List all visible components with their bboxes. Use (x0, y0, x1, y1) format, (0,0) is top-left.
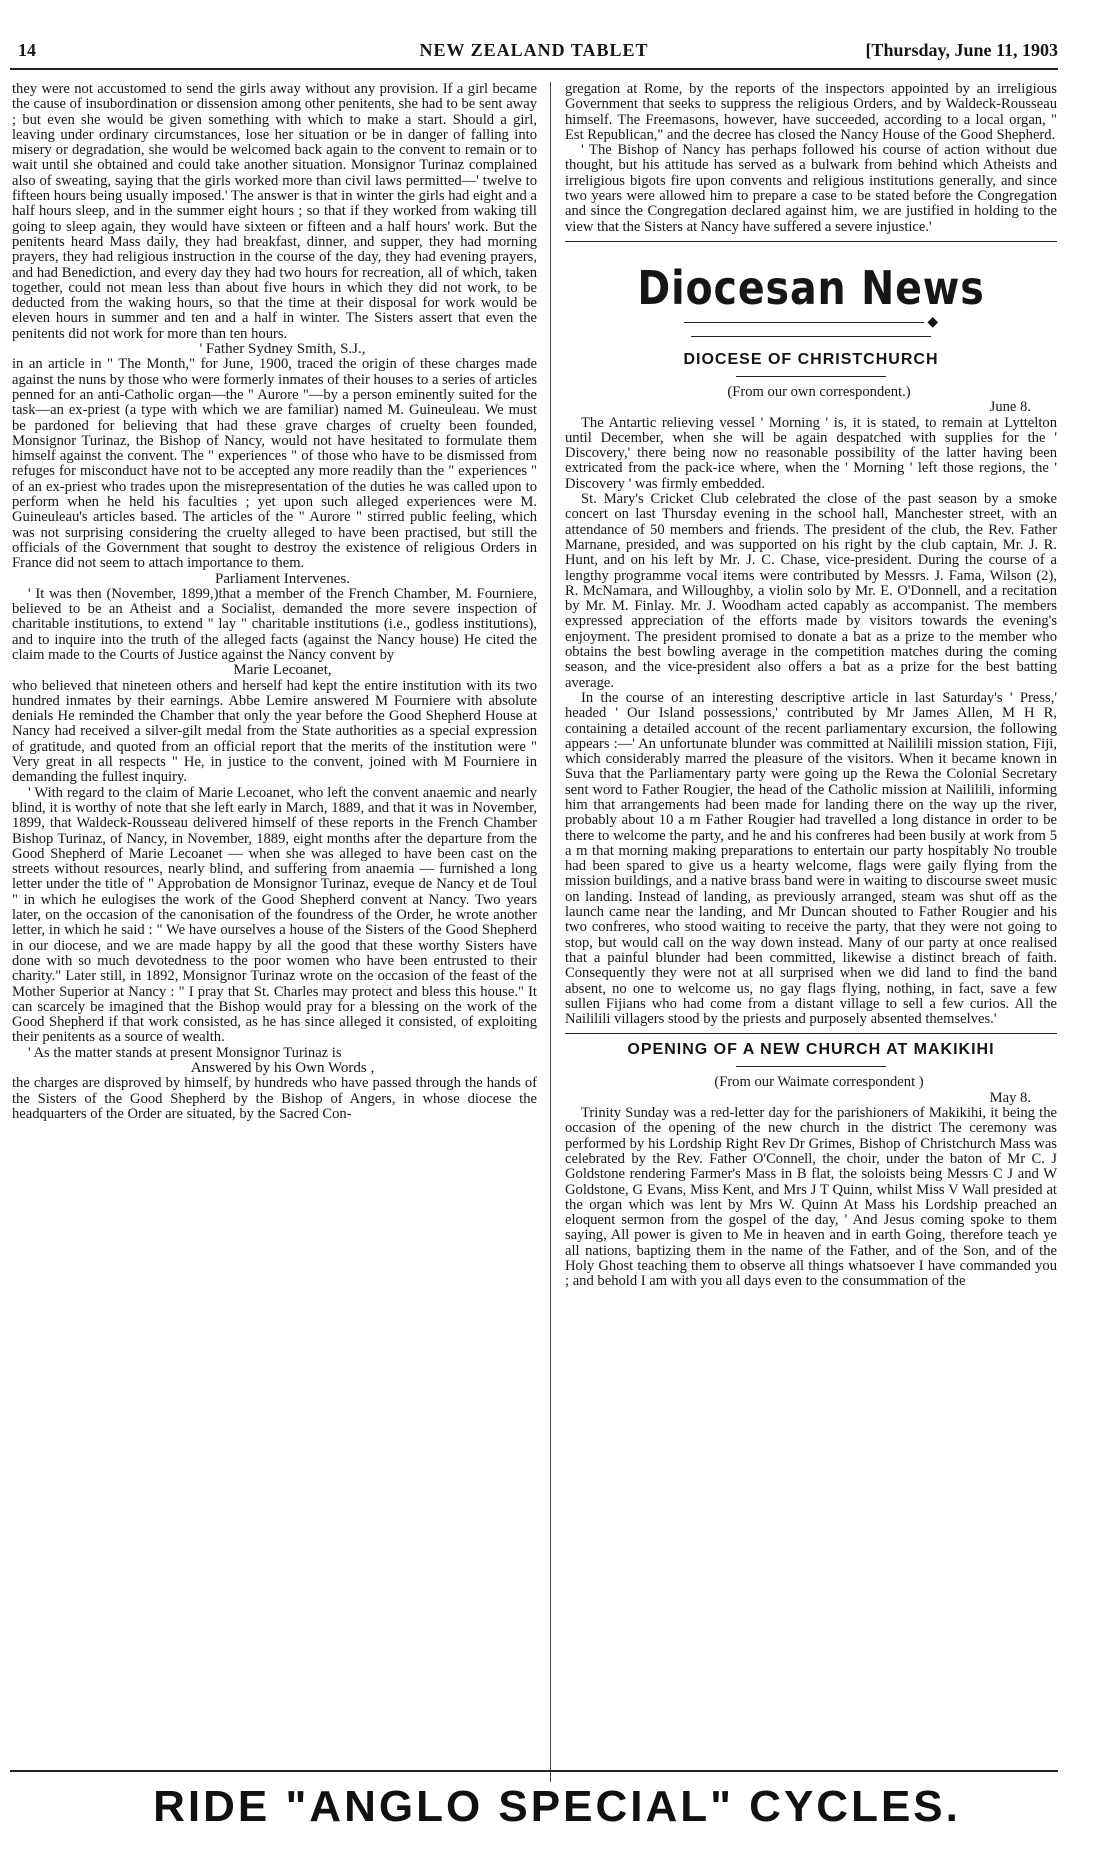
section-heading: DIOCESE OF CHRISTCHURCH (683, 350, 939, 368)
footer-rule (10, 1770, 1058, 1772)
page-number: 14 (18, 40, 36, 60)
section-rule (565, 1033, 1057, 1034)
correspondent-line: (From our Waimate correspondent ) (714, 1074, 924, 1091)
article-paragraph: St. Mary's Cricket Club celebrated the close of the past season by a smoke concert on last Thursday evening in the school hall, Manchester street, with an attendance of 50 members and friends. The president of the club, the Rev. Father Marnane, presided, and was supported on his right by the club captain, Mr. J. R. Hunt, and on his left by Mr. J. C. Chase, vice-president. During the course of a lengthy programme vocal items were contributed by Messrs. J. Fama, Wilson (2), R. McNamara, and Willoughby, a violin solo by Mr. E. O'Donnell, and a recitation by Mr. M. Finlay. Mr. J. Woodham acted capably as accompanist. The members expressed appreciation of the efforts made by visitors towards the evening's enjoyment. The president promised to donate a bat as a prize to the member who obtains the best bowling average in the competition matches during the coming season, and the vice-president also offers a bat as a prize for the best batting average. (565, 491, 1057, 691)
column-divider (550, 82, 551, 1782)
subheading: Marie Lecoanet, (233, 662, 332, 679)
section-heading: OPENING OF A NEW CHURCH AT MAKIKIHI (627, 1041, 995, 1059)
header-rule (10, 68, 1058, 70)
left-column (12, 82, 537, 1762)
ornament-divider: ◆ (565, 316, 1057, 344)
article-paragraph: in an article in " The Month," for June, 1900, traced the origin of these charges made against the nuns by those who were formerly inmates of their houses to a series of articles penned for an anti-Catholic organ—the " Aurore "—by a person eminently suited for the task—an ex-priest (a type with which we are familiar) named M. Guineuleau. We must be pardoned for believing that had these grave charges of cruelty been founded, Monsignor Turinaz, the Bishop of Nancy, would not have hesitated to formulate them himself against the convent. The " experiences " of those who have to be dismissed from refuges for misconduct have not to be accepted any more readily than the " experiences " of an ex-priest who trades upon the misrepresentation of the duties he was called upon to perform when he held his faculties ; yet upon such alleged experiences were M. Guineuleau's articles based. The articles of the " Aurore " stirred public feeling, which was not surprising considering the cruelty alleged to have been practised, but still the officials of the Government that sought to destroy the existence of religious Orders in France did not seem to attach importance to them. (12, 356, 537, 572)
article-paragraph: The Antartic relieving vessel ' Morning ' is, it is stated, to remain at Lyttelton until December, when she will be again despatched with supplies for the ' Discovery,' there being now no reasonable possibility of the latter having been extricated from the pack-ice where, when the ' Morning ' left those regions, the ' Discovery ' was firmly embedded. (565, 414, 1057, 492)
diocesan-news-masthead: Diocesan News (637, 260, 985, 315)
article-paragraph: who believed that nineteen others and herself had kept the entire institution with its two hundred inmates by their earnings. Abbe Lemire answered M Fourniere with absolute denials He reminded the Chamber that only the year before the Good Shepherd House at Nancy had received a silver-gilt medal from the State authorities as a special expression of gratitude, and quoted from an official report that the merits of the institution were " Very great in all respects " He, in justice to the convent, joined with M Fourniere in demanding the fullest inquiry. (12, 677, 537, 786)
article-paragraph: ' It was then (November, 1899,)that a member of the French Chamber, M. Fourniere, believed to be an Atheist and a Socialist, demanded the more severe inspection of charitable institutions, to extend " lay " charitable institutions (i.e., godless institutions), and to inquire into the truth of the alleged facts (against the Nancy house) He cited the claim made to the Courts of Justice against the Nancy convent by (12, 585, 537, 663)
subheading: ' Father Sydney Smith, S.J., (199, 341, 366, 358)
issue-date: [Thursday, June 11, 1903 (865, 40, 1058, 60)
section-rule (565, 241, 1057, 242)
dateline: June 8. (989, 399, 1031, 416)
article-paragraph: ' The Bishop of Nancy has perhaps followed his course of action without due thought, but his attitude has served as a bulwark from behind which Atheists and irreligious bigots fire upon convents and religious institutions generally, and since two years were allowed him to prepare a case to be stated before the Congregation and since the Congregation declared against him, we are justified in holding to the view that the Sisters at Nancy have suffered a severe injustice.' (565, 142, 1057, 235)
article-paragraph: ' As the matter stands at present Monsignor Turinaz is (28, 1044, 342, 1061)
right-column (565, 82, 1057, 1762)
advertisement-banner: RIDE "ANGLO SPECIAL" CYCLES. (153, 1782, 961, 1831)
article-paragraph: gregation at Rome, by the reports of the inspectors appointed by an irreligious Government that seeks to suppress the religious Orders, and by Waldeck-Rousseau himself. The Freemasons, however, have succeeded, according to a local organ, " Est Republican," and the decree has closed the Nancy House of the Good Shepherd. (565, 82, 1057, 143)
subheading: Parliament Intervenes. (215, 570, 350, 587)
newspaper-title: NEW ZEALAND TABLET (419, 40, 649, 60)
article-paragraph: ' With regard to the claim of Marie Lecoanet, who left the convent anaemic and nearly blind, it is worthy of note that she left early in March, 1889, and that it was in November, 1899, that Waldeck-Rousseau delivered himself of these reports in the French Chamber Bishop Turinaz, of Nancy, in November, 1889, eight months after the departure from the Good Shepherd of Marie Lecoanet — when she was alleged to have been cast on the streets without resources, nearly blind, and suffering from anaemia — furnished a long letter under the title of " Approbation de Monsignor Turinaz, eveque de Nancy et de Toul " in which he eulogises the work of the Good Shepherd convent at Nancy. Two years later, on the occasion of the canonisation of the foundress of the Order, he wrote another letter, in which he said : " We have ourselves a house of the Sisters of the Good Shepherd in our diocese, and we are made happy by all the good that these worthy Sisters have done with so much devotedness to the poor women who have been entrusted to their charity." Later still, in 1892, Monsignor Turinaz wrote on the occasion of the feast of the Mother Superior at Nancy : " I pray that St. Charles may protect and bless this house." It can scarcely be imagined that the Bishop would pray for a blessing on the work of the Good Shepherd if that work consisted, as he has since alleged it consisted, of exploiting their penitents as a source of wealth. (12, 784, 537, 1046)
correspondent-line: (From our own correspondent.) (727, 383, 911, 400)
article-paragraph: the charges are disproved by himself, by hundreds who have passed through the hands of the Sisters of the Good Shepherd by the Bishop of Angers, in whose diocese the headquarters of the Order are situated, by the Sacred Con- (12, 1075, 537, 1122)
short-rule (736, 376, 886, 377)
article-paragraph: In the course of an interesting descriptive article in last Saturday's ' Press,' headed ' Our Island possessions,' contributed by Mr James Allen, M H R, containing a detailed account of the recent parliamentary excursion, the following appears :—' An unfortunate blunder was committed at Naililili mission station, Fiji, which considerably marred the pleasure of the visitors. When it became known in Suva that the Parliamentary party were going up the Rewa the Colonial Secretary sent word to Father Rougier, the head of the Catholic mission at Naililili, informing him that arrangements had been made for landing there on the way up the river, probably about 10 a m Father Rougier had travelled a long distance in order to be there to welcome the party, and he and his confreres had been busily at work from 5 a m that morning making preparations to entertain our party hospitably No trouble had been spared to give us a hearty welcome, flags were gaily flying from the mission buildings, and a native brass band were in waiting to discourse sweet music on landing. Instead of landing, as previously arranged, steam was shut off as the launch came near the landing, and Mr Duncan shouted to Father Rougier and his two confreres, who stood waiting to receive the party, that they were not going to stop, but would call on the way down instead. Many of our party at once realised that a painful blunder had been committed, likewise a distinct breach of faith. Consequently they were not at all surprised when we did land to find the band absent, no one to welcome us, no gay flags flying, nothing, in fact, save a few sullen Fijians who had come from a distant village to sell a few curios. All the Naililili villagers stood by the priests and purposely absented themselves.' (565, 689, 1057, 1028)
short-rule (736, 1066, 886, 1067)
article-paragraph: Trinity Sunday was a red-letter day for the parishioners of Makikihi, it being the occasion of the opening of the new church in the district The ceremony was performed by his Lordship Right Rev Dr Grimes, Bishop of Christchurch Mass was celebrated by the Rev. Father O'Connell, the choir, under the baton of Mr C. J Goldstone rendering Farmer's Mass in B flat, the soloists being Messrs C J and W Goldstone, G Evans, Miss Kent, and Mrs J T Quinn, whilst Miss V Wall presided at the organ which was lent by Mrs W. Quinn At Mass his Lordship preached an eloquent sermon from the gospel of the day, ' And Jesus coming spoke to them saying, All power is given to Me in heaven and in earth Going, therefore teach ye all nations, baptizing them in the name of the Father, and of the Son, and of the Holy Ghost teaching them to observe all things whatsoever I have commanded you ; and behold I am with you all days even to the consummation of the (565, 1105, 1057, 1290)
article-paragraph: they were not accustomed to send the girls away without any provision. If a girl became the cause of insubordination or dissension among other penitents, she had to be sent away ; but even she would be given something with which to make a start. Should a girl, leaving under ordinary circumstances, lose her situation or be in danger of falling into misery or degradation, she would be welcomed back again to the convent to remain or to wait until she obtained and could take another situation. Monsignor Turinaz complained also of sweating, saying that the girls worked more than civil laws permitted—' twelve to fifteen hours being usually imposed.' The answer is that in winter the girls had eight and a half hours sleep, and in the summer eight hours ; so that if they worked from waking till going to sleep again, they would have sixteen or fifteen and a half hours' work. But the penitents heard Mass daily, they had breakfast, dinner, and supper, they had morning prayers, they had religious instruction in the course of the day, they had evening prayers, and had Benediction, and every day they had two hours for recreation, all of which, taken together, could not mean less than about five hours in which they did not work, to be deducted from the waking hours, so that the time at their disposal for work would be eleven hours in summer and ten and a half in winter. The Sisters assert that even the penitents did not work for more than ten hours. (12, 82, 537, 342)
subheading: Answered by his Own Words , (190, 1060, 375, 1076)
page-header (10, 40, 1058, 66)
dateline: May 8. (989, 1089, 1031, 1106)
